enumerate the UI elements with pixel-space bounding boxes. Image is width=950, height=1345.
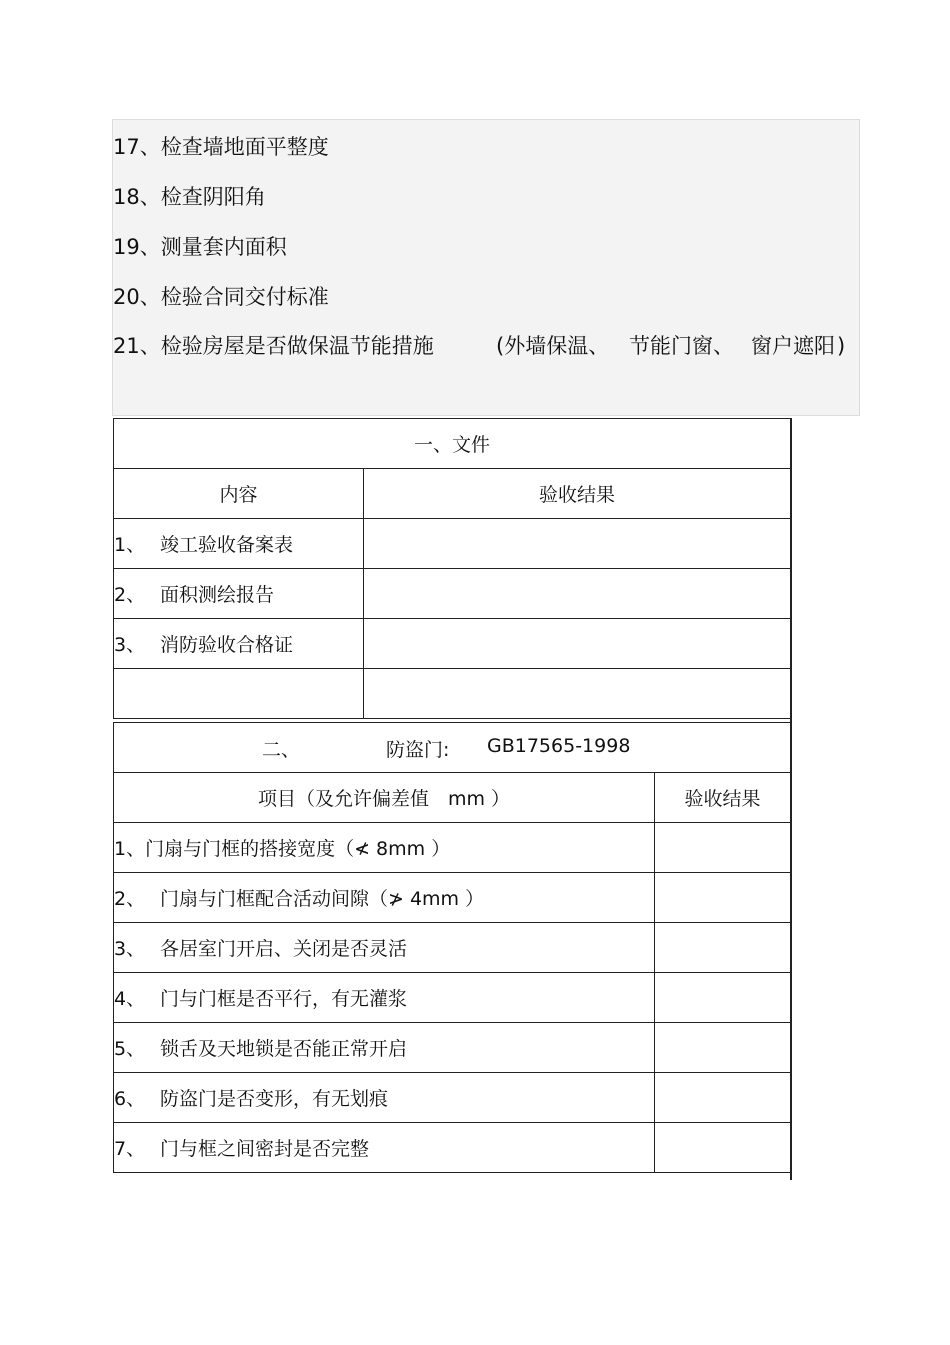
checklist-panel (112, 119, 860, 416)
result-cell[interactable] (364, 669, 791, 719)
security-door-table (113, 722, 791, 1173)
result-cell[interactable] (655, 923, 791, 973)
table-row: 3、 各居室门开启、关闭是否灵活 (114, 923, 791, 973)
table-row: 3、 消防验收合格证 (114, 619, 791, 669)
checklist-item-20: 20、检验合同交付标准 (113, 285, 329, 309)
result-cell[interactable] (655, 873, 791, 923)
column-header-content: 内容 (114, 469, 364, 519)
column-header-result: 验收结果 (655, 773, 791, 823)
table-row: 4、 门与门框是否平行，有无灌浆 (114, 973, 791, 1023)
table-row (114, 669, 791, 719)
result-cell[interactable] (655, 823, 791, 873)
result-cell[interactable] (655, 1023, 791, 1073)
table-row: 2、 面积测绘报告 (114, 569, 791, 619)
result-cell[interactable] (655, 973, 791, 1023)
result-cell[interactable] (655, 1073, 791, 1123)
checklist-item-17: 17、检查墙地面平整度 (113, 135, 329, 159)
checklist-item-19: 19、测量套内面积 (113, 235, 287, 259)
table-row: 1、门扇与门框的搭接宽度（≮ 8mm ） (114, 823, 791, 873)
table-row: 5、 锁舌及天地锁是否能正常开启 (114, 1023, 791, 1073)
table-right-border (790, 418, 792, 1180)
column-header-item: 项目（及允许偏差值 mm ） (114, 773, 655, 823)
table-row: 2、 门扇与门框配合活动间隙（≯ 4mm ） (114, 873, 791, 923)
result-cell[interactable] (364, 619, 791, 669)
column-header-result: 验收结果 (364, 469, 791, 519)
table-row: 1、 竣工验收备案表 (114, 519, 791, 569)
table-row: 6、 防盗门是否变形，有无划痕 (114, 1073, 791, 1123)
documents-table (113, 418, 791, 719)
empty-content-cell[interactable] (114, 669, 364, 719)
section-title-security-door: 二、 防盗门: GB17565-1998 (114, 723, 791, 773)
section-title-documents: 一、文件 (114, 419, 791, 469)
checklist-item-18: 18、检查阴阳角 (113, 185, 266, 209)
result-cell[interactable] (655, 1123, 791, 1173)
checklist-item-21: 21、检验房屋是否做保温节能措施 (外墙保温、 节能门窗、 窗户遮阳 ) (113, 334, 846, 358)
result-cell[interactable] (364, 569, 791, 619)
table-row: 7、 门与框之间密封是否完整 (114, 1123, 791, 1173)
result-cell[interactable] (364, 519, 791, 569)
